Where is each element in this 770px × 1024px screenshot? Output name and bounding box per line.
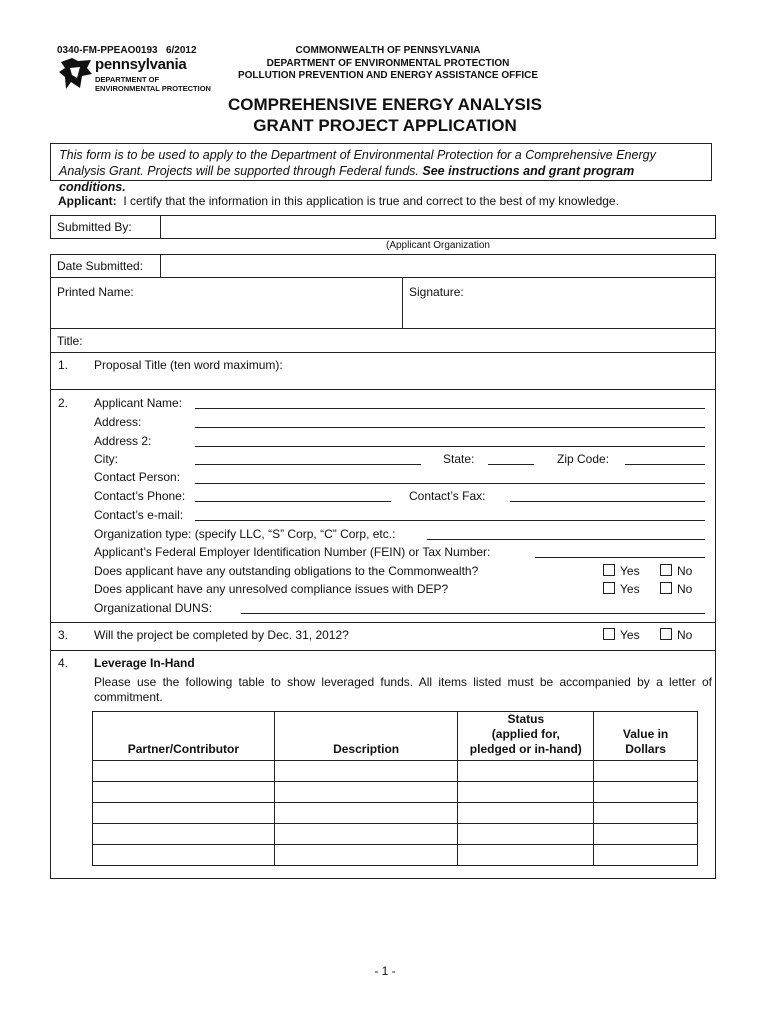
table-cell[interactable]	[93, 803, 275, 824]
no-label: No	[677, 582, 693, 596]
intro-box	[50, 143, 712, 194]
table-cell[interactable]	[274, 845, 458, 866]
value-header-line: Value in	[622, 727, 669, 741]
section-number: 3.	[58, 628, 69, 642]
title-label: Title:	[57, 334, 83, 348]
contact-phone-label: Contact’s Phone:	[94, 489, 186, 503]
status-header-line: (applied for,	[491, 727, 560, 741]
contact-person-field[interactable]	[195, 483, 705, 484]
table-cell[interactable]	[93, 845, 275, 866]
printed-name-label: Printed Name:	[57, 285, 134, 299]
row-divider	[50, 352, 716, 353]
table-cell[interactable]	[274, 761, 458, 782]
table-cell[interactable]	[93, 782, 275, 803]
form-number-code: 0340-FM-PPEAO0193	[57, 45, 158, 56]
org-caption: (Applicant Organization	[386, 240, 490, 251]
agency-line: DEPARTMENT OF ENVIRONMENTAL PROTECTION	[266, 57, 510, 69]
table-cell[interactable]	[458, 824, 594, 845]
org-type-label: Organization type: (specify LLC, “S” Corp, “C” Corp, etc.:	[94, 527, 396, 541]
submitted-by-label: Submitted By:	[57, 220, 132, 234]
table-cell[interactable]	[274, 782, 458, 803]
agency-block	[228, 45, 548, 83]
obligations-yes-checkbox[interactable]	[603, 564, 615, 576]
applicant-name-field[interactable]	[195, 408, 705, 409]
zip-field[interactable]	[625, 464, 705, 465]
table-row	[93, 761, 698, 782]
row-divider	[50, 328, 716, 329]
duns-label: Organizational DUNS:	[94, 601, 213, 615]
state-field[interactable]	[488, 464, 534, 465]
table-cell[interactable]	[93, 761, 275, 782]
date-submitted-field[interactable]	[163, 256, 713, 275]
logo-department: DEPARTMENT OF ENVIRONMENTAL PROTECTION	[95, 75, 211, 93]
zip-label: Zip Code:	[557, 452, 610, 466]
contact-email-label: Contact’s e-mail:	[94, 508, 184, 522]
compliance-question: Does applicant have any unresolved compliance issues with DEP?	[94, 582, 449, 596]
table-cell[interactable]	[594, 845, 698, 866]
contact-fax-field[interactable]	[510, 501, 705, 502]
column-header-partner: Partner/Contributor	[93, 712, 275, 761]
table-cell[interactable]	[594, 824, 698, 845]
date-submitted-label: Date Submitted:	[57, 259, 144, 273]
intro-text: This form is to be used to apply to the Department of Environmental Protection for a Comprehensive Energy Analysis Grant. Projects will be supported through Federal funds.	[59, 148, 656, 178]
section-number: 2.	[58, 396, 69, 410]
completion-no-checkbox[interactable]	[660, 628, 672, 640]
leverage-heading: Leverage In-Hand	[94, 656, 195, 670]
status-header-line: pledged or in-hand)	[469, 742, 582, 756]
table-cell[interactable]	[274, 824, 458, 845]
org-type-field[interactable]	[427, 539, 705, 540]
page-number: - 1 -	[374, 964, 396, 978]
leverage-table	[92, 711, 698, 866]
row-divider	[50, 389, 716, 390]
table-header-row	[93, 712, 698, 761]
column-header-status	[458, 712, 594, 761]
completion-question: Will the project be completed by Dec. 31, 2012?	[94, 628, 349, 642]
keystone-logo-icon	[58, 56, 94, 92]
obligations-question: Does applicant have any outstanding obligations to the Commonwealth?	[94, 564, 479, 578]
city-field[interactable]	[195, 464, 421, 465]
compliance-no-checkbox[interactable]	[660, 582, 672, 594]
section-number: 4.	[58, 656, 69, 670]
agency-line: POLLUTION PREVENTION AND ENERGY ASSISTANCE OFFICE	[237, 70, 539, 81]
contact-phone-field[interactable]	[195, 501, 391, 502]
leverage-instructions: Please use the following table to show leveraged funds. All items listed must be accompanied by a letter of commitment.	[94, 675, 712, 704]
title-field[interactable]	[90, 332, 710, 350]
title-line: COMPREHENSIVE ENERGY ANALYSIS	[228, 95, 542, 114]
proposal-title-label: Proposal Title (ten word maximum):	[94, 358, 283, 372]
fein-label: Applicant’s Federal Employer Identification Number (FEIN) or Tax Number:	[94, 545, 491, 559]
certification-statement	[58, 194, 619, 208]
column-header-value	[594, 712, 698, 761]
form-number	[57, 45, 197, 56]
agency-line: COMMONWEALTH OF PENNSYLVANIA	[295, 45, 481, 56]
table-row	[93, 824, 698, 845]
status-header-line: Status	[507, 712, 545, 726]
submitted-by-field[interactable]	[163, 217, 713, 237]
compliance-yes-checkbox[interactable]	[603, 582, 615, 594]
table-cell[interactable]	[93, 824, 275, 845]
address2-field[interactable]	[195, 446, 705, 447]
table-cell[interactable]	[594, 761, 698, 782]
address-field[interactable]	[195, 427, 705, 428]
table-row	[93, 845, 698, 866]
no-label: No	[677, 628, 693, 642]
table-cell[interactable]	[458, 803, 594, 824]
logo-wordmark: pennsylvania	[95, 56, 187, 73]
yes-label: Yes	[620, 628, 640, 642]
address2-label: Address 2:	[94, 434, 152, 448]
address-label: Address:	[94, 415, 142, 429]
table-cell[interactable]	[594, 782, 698, 803]
signature-label: Signature:	[409, 285, 464, 299]
row-divider	[50, 622, 716, 623]
table-cell[interactable]	[274, 803, 458, 824]
divider	[402, 277, 403, 328]
completion-yes-checkbox[interactable]	[603, 628, 615, 640]
value-header-line: Dollars	[625, 742, 666, 756]
yes-label: Yes	[620, 582, 640, 596]
row-divider	[50, 277, 716, 278]
proposal-title-field[interactable]	[94, 373, 709, 387]
table-cell[interactable]	[458, 782, 594, 803]
table-cell[interactable]	[458, 761, 594, 782]
column-header-description: Description	[274, 712, 458, 761]
certification-text: I certify that the information in this application is true and correct to the best of my knowledge.	[123, 194, 619, 208]
section-number: 1.	[58, 358, 69, 372]
form-date: 6/2012	[165, 45, 197, 56]
signature-field[interactable]	[408, 300, 708, 326]
page-title	[150, 94, 620, 136]
duns-field[interactable]	[241, 613, 705, 614]
no-label: No	[677, 564, 693, 578]
applicant-name-label: Applicant Name:	[94, 396, 183, 410]
fein-field[interactable]	[535, 557, 705, 558]
contact-person-label: Contact Person:	[94, 470, 181, 484]
table-row	[93, 803, 698, 824]
state-label: State:	[443, 452, 475, 466]
table-cell[interactable]	[594, 803, 698, 824]
city-label: City:	[94, 452, 118, 466]
printed-name-field[interactable]	[56, 300, 396, 326]
table-cell[interactable]	[458, 845, 594, 866]
title-line: GRANT PROJECT APPLICATION	[253, 116, 517, 135]
applicant-label: Applicant:	[58, 194, 117, 208]
divider	[160, 254, 161, 277]
yes-label: Yes	[620, 564, 640, 578]
divider	[160, 215, 161, 239]
obligations-no-checkbox[interactable]	[660, 564, 672, 576]
table-row	[93, 782, 698, 803]
contact-email-field[interactable]	[195, 520, 705, 521]
intro-bold-text: See instructions and grant program conditions.	[59, 164, 635, 194]
contact-fax-label: Contact’s Fax:	[409, 489, 486, 503]
